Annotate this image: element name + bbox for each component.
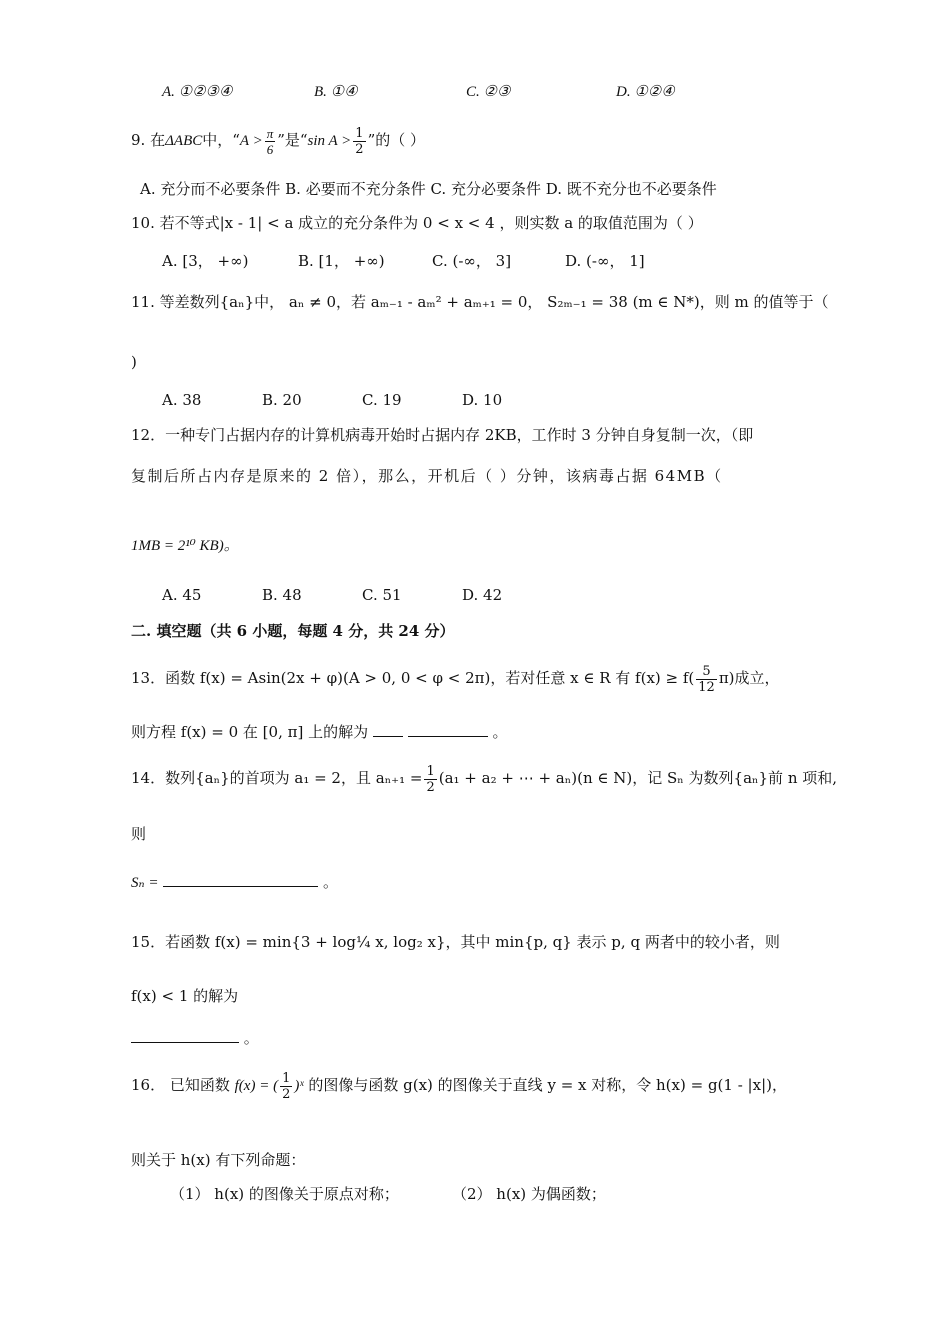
q9-triangle: ΔABC [165, 133, 203, 149]
q9-cond1-fraction [265, 126, 276, 157]
q16-line1-a: 16． 已知函数 [131, 1076, 230, 1094]
q13-line1-a: 13．函数 f(x) = Asin(2x + φ)(A > 0, 0 < φ < 2π)，若对任意 x ∈ R 有 f(x) ≥ f( [131, 669, 695, 687]
q16-fx-close: )ˣ [294, 1078, 304, 1094]
q11-option-d: D. 10 [462, 391, 503, 409]
q13-answer-blank-2 [408, 735, 488, 737]
q14-line2: 则 [131, 825, 147, 843]
q13-line2-b: 。 [492, 723, 508, 741]
q11-stem: 11. 等差数列{aₙ}中， aₙ ≠ 0，若 aₘ₋₁ - aₘ² + aₘ₊₁ = 0， S₂ₘ₋₁ = 38 (m ∈ N*)，则 m 的值等于（ [131, 293, 829, 311]
q9-text-mid: 中，“ [202, 131, 240, 149]
q12-option-b: B. 48 [262, 586, 302, 604]
q8-option-c: C. ②③ [466, 84, 511, 100]
q9-cond2-den: 2 [355, 141, 364, 157]
q8-option-b: B. ①④ [314, 84, 358, 100]
q14-frac-num: 1 [426, 763, 435, 779]
q13-answer-blank-1 [373, 735, 403, 737]
q16-frac-num: 1 [282, 1070, 291, 1086]
q16-fx: f(x) = ( [234, 1078, 279, 1094]
q13-fraction [696, 664, 717, 695]
q14-sn: Sₙ = [131, 875, 159, 891]
q12-line3: 1MB = 2¹⁰ KB)。 [131, 538, 239, 554]
q14-frac-den: 2 [426, 779, 435, 795]
q12-option-d: D. 42 [462, 586, 503, 604]
q14-line1 [131, 762, 837, 795]
q9-cond2-fraction [353, 126, 365, 157]
section-heading: 二. 填空题（共 6 小题，每题 4 分，共 24 分） [131, 622, 455, 640]
q9-cond2-lhs: sin A > [307, 133, 352, 149]
q9-text-end: ”的（ ） [367, 131, 426, 149]
q16-line2: 则关于 h(x) 有下列命题： [131, 1151, 306, 1169]
q10-option-b: B. [1， +∞) [298, 252, 385, 270]
q11-option-b: B. 20 [262, 391, 302, 409]
q12-line2: 复制后所占内存是原来的 2 倍），那么，开机后（ ）分钟，该病毒占据 64MB（ [131, 467, 723, 485]
q16-line1 [131, 1068, 787, 1103]
q12-line1: 12．一种专门占据内存的计算机病毒开始时占据内存 2KB，工作时 3 分钟自身复制一次，（即 [131, 426, 754, 444]
q14-fraction [424, 764, 436, 795]
q15-answer-blank [131, 1041, 239, 1043]
q10-option-c: C. (-∞， 3] [432, 252, 512, 270]
q8-option-d: D. ①②④ [616, 84, 675, 100]
q9-text-pre: 在 [150, 131, 166, 149]
q13-line2 [131, 722, 507, 742]
q9-cond1-lhs: A > [239, 133, 263, 149]
q12-option-a: A. 45 [162, 586, 202, 604]
q14-line1-b: (a₁ + a₂ + ⋯ + aₙ)(n ∈ N)，记 Sₙ 为数列{aₙ}前 n 项和, [438, 769, 838, 787]
q13-frac-den: 12 [698, 679, 715, 695]
q15-line2: f(x) < 1 的解为 [131, 987, 239, 1005]
q16-fraction [280, 1071, 292, 1102]
q9-stem [131, 125, 425, 157]
q10-option-a: A. [3， +∞) [162, 252, 249, 270]
q14-line3-b: 。 [323, 873, 339, 891]
q10-stem: 10. 若不等式|x - 1| < a 成立的充分条件为 0 < x < 4 ，则实数 a 的取值范围为（ ） [131, 214, 703, 232]
q11-option-c: C. 19 [362, 391, 402, 409]
q15-line3-b: 。 [243, 1029, 259, 1047]
q15-line3 [131, 1028, 259, 1048]
q16-frac-den: 2 [282, 1086, 291, 1102]
q9-cond1-num: π [266, 125, 274, 141]
q9-number: 9. [131, 131, 146, 149]
q13-line1 [131, 662, 780, 695]
q15-line1: 15．若函数 f(x) = min{3 + log¼ x, log₂ x}，其中 min{p, q} 表示 p, q 两者中的较小者，则 [131, 933, 780, 951]
q16-prop1: （1） h(x) 的图像关于原点对称； [170, 1185, 399, 1203]
q9-text-quote: ”是“ [277, 131, 308, 149]
q8-option-a: A. ①②③④ [162, 84, 233, 100]
q13-line2-a: 则方程 f(x) = 0 在 [0, π] 上的解为 [131, 723, 369, 741]
q14-answer-blank [163, 885, 318, 887]
q16-prop2: （2） h(x) 为偶函数； [452, 1185, 606, 1203]
q9-options: A. 充分而不必要条件 B. 必要而不充分条件 C. 充分必要条件 D. 既不充分也不必要条件 [140, 180, 717, 198]
q9-cond1-den: 6 [266, 141, 274, 157]
q12-option-c: C. 51 [362, 586, 402, 604]
q13-frac-num: 5 [696, 664, 717, 680]
q11-stem-cont: ) [131, 353, 137, 371]
q10-option-d: D. (-∞， 1] [565, 252, 645, 270]
q13-line1-b: π)成立， [718, 669, 780, 687]
q11-option-a: A. 38 [162, 391, 202, 409]
q14-line3 [131, 872, 338, 893]
q14-line1-a: 14．数列{aₙ}的首项为 a₁ = 2，且 aₙ₊₁ = [131, 769, 423, 787]
q9-cond2-num: 1 [355, 125, 364, 141]
q16-line1-b: 的图像与函数 g(x) 的图像关于直线 y = x 对称，令 h(x) = g(1 - |x|)， [308, 1076, 787, 1094]
